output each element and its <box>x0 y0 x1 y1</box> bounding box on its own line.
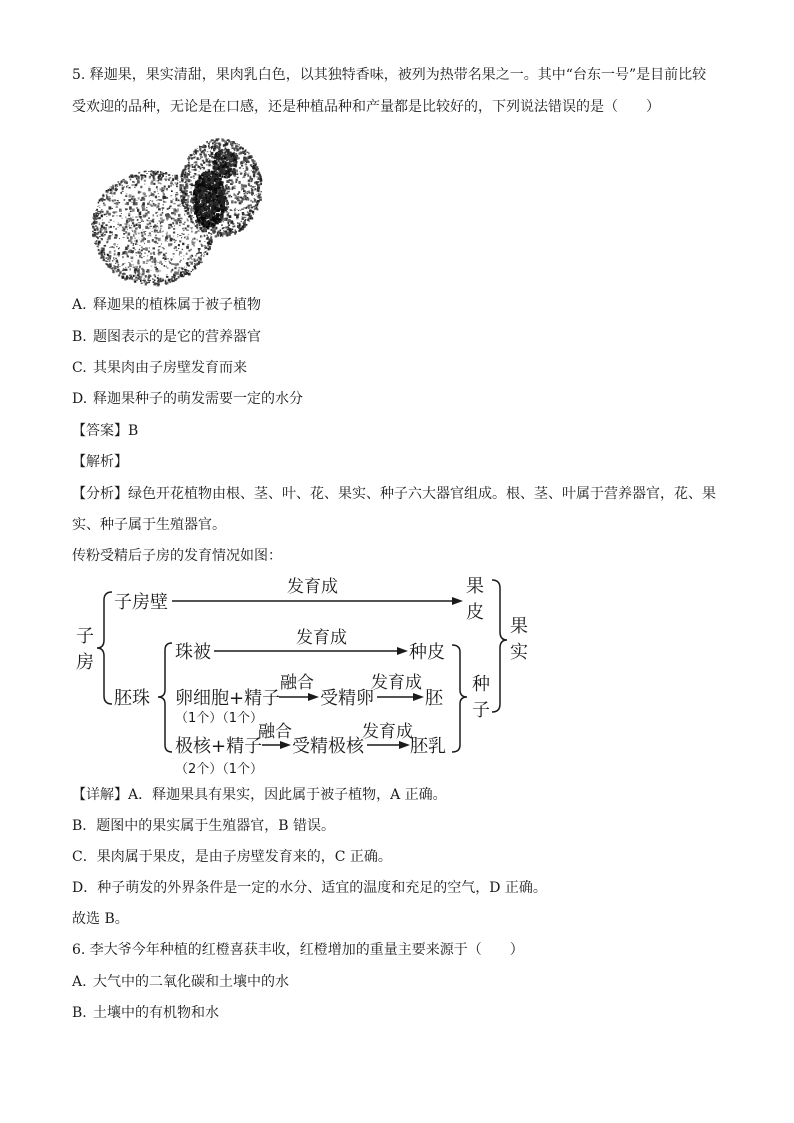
option-b <box>72 328 261 346</box>
ovary-char-1: 子 <box>76 626 94 647</box>
option-c-text: 其果肉由子房壁发育而来 <box>93 360 247 376</box>
q6-option-a-text: 大气中的二氧化碳和土壤中的水 <box>93 974 289 990</box>
egg-plus-sperm-label: 卵细胞+精子 <box>175 688 281 709</box>
question-5-stem-line-2: 受欢迎的品种，无论是在口感，还是种植品种和产量都是比较好的，下列说法错误的是（ ） <box>72 99 660 115</box>
ovary-char-2: 房 <box>76 652 94 673</box>
q6-option-b-letter: B. <box>72 1005 87 1021</box>
arrow-integument <box>214 647 408 655</box>
option-d <box>72 390 303 408</box>
ovary-development-diagram <box>60 570 540 785</box>
q6-option-b <box>72 1004 219 1022</box>
detail-line-b: B．题图中的果实属于生殖器官，B 错误。 <box>72 818 336 834</box>
develops-into-label-3: 发育成 <box>371 673 422 693</box>
endosperm-label: 胚乳 <box>410 736 446 757</box>
develops-into-label-1: 发育成 <box>287 577 338 597</box>
option-a <box>72 296 261 314</box>
sugar-apple-photo <box>86 132 268 292</box>
arrow-polar-fuse <box>262 741 291 749</box>
analysis-line-1: 【分析】绿色开花植物由根、茎、叶、花、果实、种子六大器官组成。根、茎、叶属于营养器官，花、果 <box>72 486 716 502</box>
ovule-label: 胚珠 <box>114 688 150 709</box>
develops-into-label-2: 发育成 <box>296 628 347 648</box>
fuse-label-2: 融合 <box>258 722 292 742</box>
option-a-letter: A. <box>72 297 87 313</box>
seed-char-2: 子 <box>472 700 490 721</box>
option-d-text: 释迦果种子的萌发需要一定的水分 <box>93 391 303 407</box>
ovary-brace <box>97 592 112 704</box>
diagram-intro: 传粉受精后子房的发育情况如图： <box>72 548 282 564</box>
polar-plus-sperm-label: 极核+精子 <box>175 736 263 757</box>
explanation-heading: 【解析】 <box>72 454 128 470</box>
q6-option-b-text: 土壤中的有机物和水 <box>93 1005 219 1021</box>
detail-line-c: C．果肉属于果皮，是由子房壁发育来的，C 正确。 <box>72 849 392 865</box>
embryo-label: 胚 <box>425 688 443 709</box>
option-b-letter: B. <box>72 329 87 345</box>
conclusion-line: 故选 B。 <box>72 911 129 927</box>
detail-line-a: 【详解】A．释迦果具有果实，因此属于被子植物，A 正确。 <box>72 787 447 803</box>
seed-coat-label: 种皮 <box>409 642 445 663</box>
zygote-label: 受精卵 <box>320 688 374 709</box>
pericarp-char-1: 果 <box>466 576 484 597</box>
option-d-letter: D. <box>72 391 88 407</box>
option-c-letter: C. <box>72 360 87 376</box>
polar-counts-label: （2个）（1个） <box>175 762 264 777</box>
detail-line-d: D．种子萌发的外界条件是一定的水分、适宜的温度和充足的空气，D 正确。 <box>72 880 547 896</box>
fertilized-polar-label: 受精极核 <box>292 736 364 757</box>
q6-option-a <box>72 973 289 991</box>
fruit-char-1: 果 <box>510 616 528 637</box>
pericarp-char-2: 皮 <box>466 602 484 623</box>
arrow-zygote <box>377 693 424 701</box>
option-b-text: 题图表示的是它的营养器官 <box>93 329 261 345</box>
question-5-stem-line-1: 5. 释迦果，果实清甜，果肉乳白色，以其独特香味，被列为热带名果之一。其中“台东一号”是目前比较 <box>72 67 707 83</box>
option-c <box>72 359 247 377</box>
question-6-stem: 6. 李大爷今年种植的红橙喜获丰收，红橙增加的重量主要来源于（ ） <box>72 942 524 958</box>
integument-label: 珠被 <box>175 642 211 663</box>
ovary-wall-label: 子房壁 <box>114 592 168 613</box>
analysis-line-2: 实、种子属于生殖器官。 <box>72 517 226 533</box>
option-a-text: 释迦果的植株属于被子植物 <box>93 297 261 313</box>
seed-char-1: 种 <box>472 674 490 695</box>
answer-line: 【答案】B <box>72 423 139 439</box>
fuse-label-1: 融合 <box>280 673 314 693</box>
arrow-ovary-wall <box>172 597 463 605</box>
arrow-fertilized-polar <box>367 741 410 749</box>
fruit-brace <box>492 580 507 712</box>
q6-option-a-letter: A. <box>72 974 87 990</box>
ovule-brace <box>158 643 172 752</box>
arrow-egg-fuse <box>279 693 319 701</box>
seed-brace <box>452 645 467 752</box>
egg-counts-label: （1个）（1个） <box>175 711 264 726</box>
fruit-char-2: 实 <box>510 642 528 663</box>
develops-into-label-4: 发育成 <box>362 722 413 742</box>
